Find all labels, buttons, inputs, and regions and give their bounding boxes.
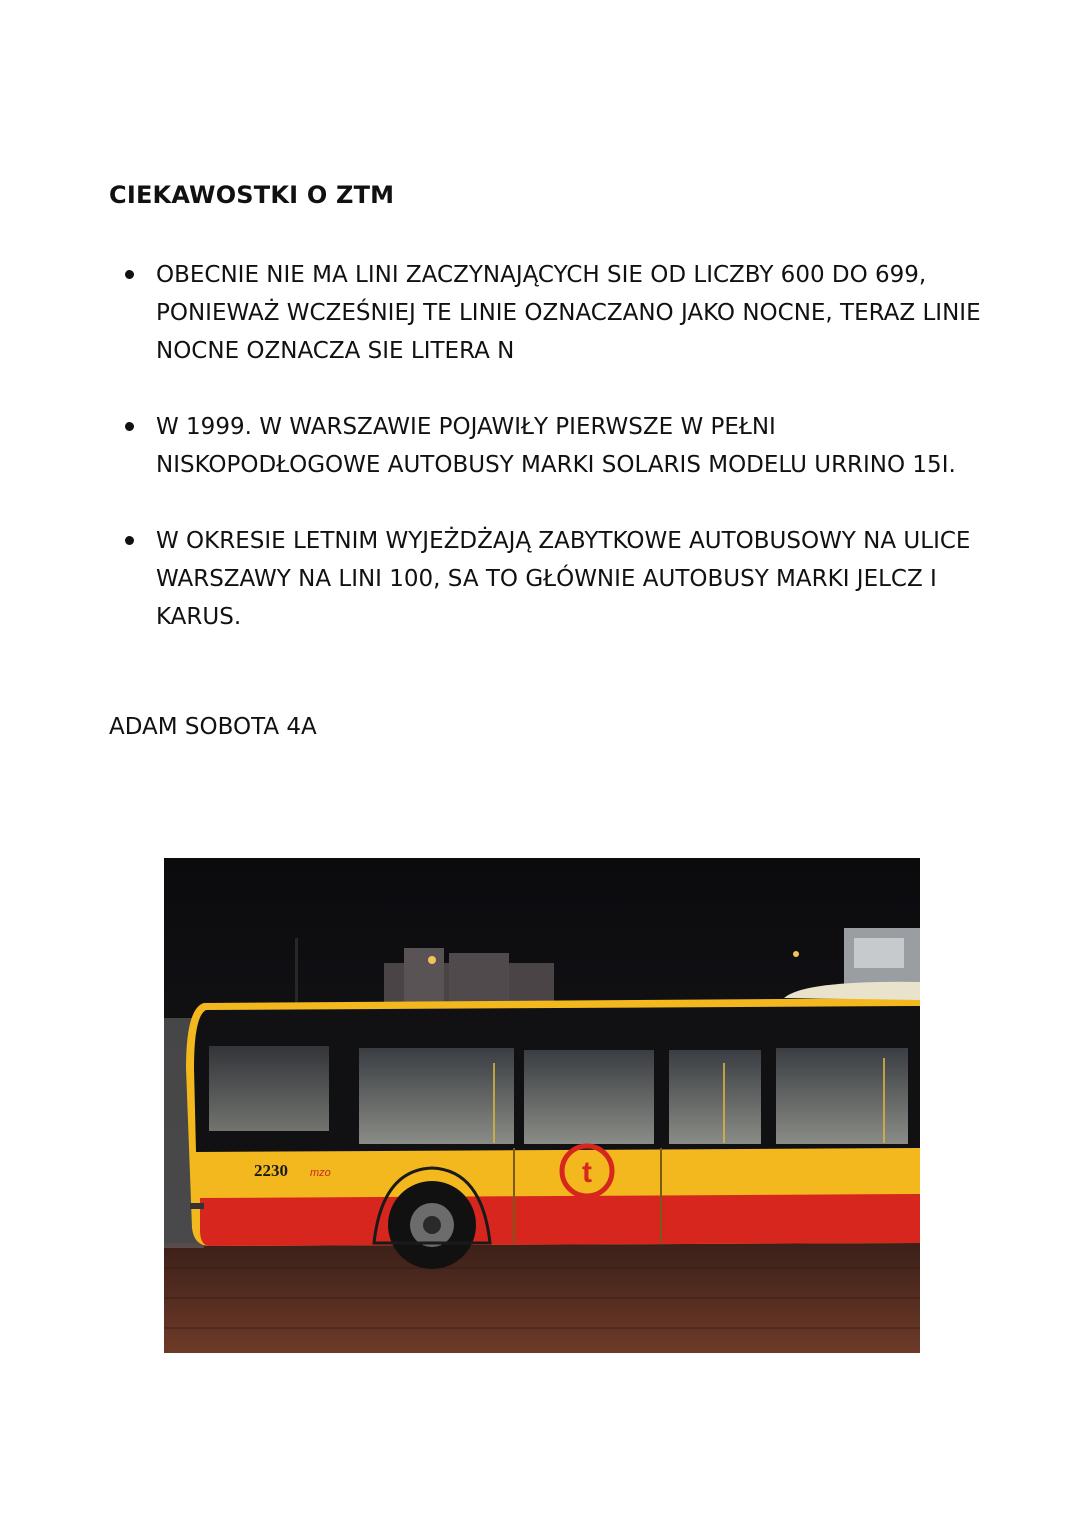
- bus-photo: [164, 858, 920, 1353]
- fact-text: W 1999. W WARSZAWIE POJAWIŁY PIERWSZE W PEŁNI NISKOPODŁOGOWE AUTOBUSY MARKI SOLARIS MODELU URRINO 15I.: [156, 414, 956, 478]
- fact-item: [120, 256, 1000, 370]
- ztm-logo-letter: t: [582, 1156, 592, 1189]
- fact-text: W OKRESIE LETNIM WYJEŻDŻAJĄ ZABYTKOWE AUTOBUSOWY NA ULICE WARSZAWY NA LINI 100, SA TO GŁÓWNIE AUTOBUSY MARKI JELCZ I KARUS.: [156, 528, 971, 630]
- bus-photo-illustration: [164, 858, 920, 1353]
- bullet-icon: [125, 422, 134, 431]
- fact-text: OBECNIE NIE MA LINI ZACZYNAJĄCYCH SIE OD LICZBY 600 DO 699, PONIEWAŻ WCZEŚNIEJ TE LINIE OZNACZANO JAKO NOCNE, TERAZ LINIE NOCNE OZNACZA SIE LITERA N: [156, 262, 981, 364]
- bullet-icon: [125, 536, 134, 545]
- bus-number: 2230: [254, 1161, 288, 1180]
- facts-list: [120, 256, 1000, 674]
- author-signature: ADAM SOBOTA 4A: [109, 714, 317, 740]
- fact-item: [120, 408, 1000, 484]
- fact-item: [120, 522, 1000, 636]
- operator-mark: mzo: [310, 1167, 331, 1179]
- bullet-icon: [125, 270, 134, 279]
- page-title: CIEKAWOSTKI O ZTM: [109, 181, 395, 209]
